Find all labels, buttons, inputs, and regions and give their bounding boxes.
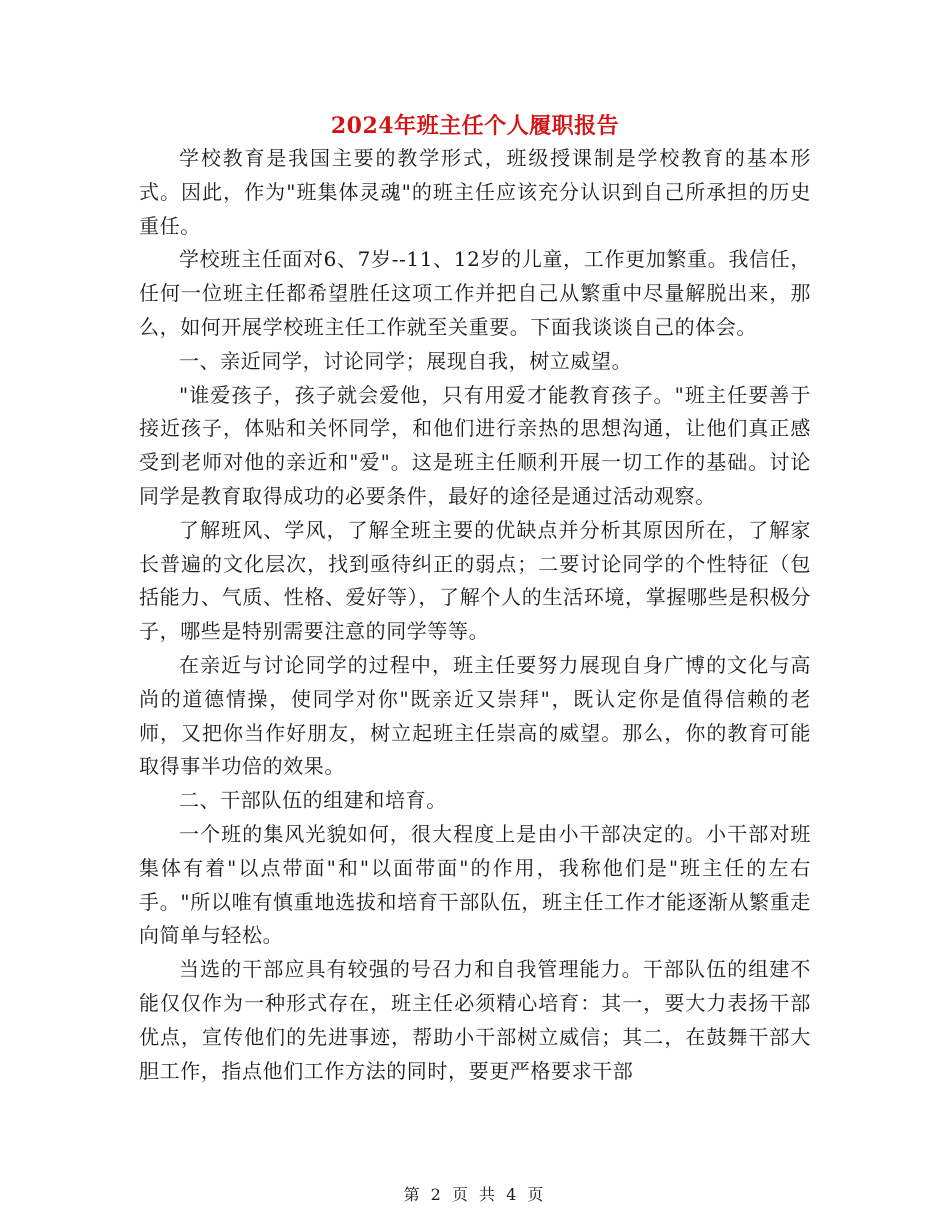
document-body bbox=[139, 142, 811, 1088]
paragraph-2: 学校班主任面对6、7岁--11、12岁的儿童，工作更加繁重。我信任，任何一位班主任都希望胜任这项工作并把自己从繁重中尽量解脱出来，那么，如何开展学校班主任工作就至关重要。下面我谈谈自己的体会。 bbox=[139, 247, 811, 339]
paragraph-5: 在亲近与讨论同学的过程中，班主任要努力展现自身广博的文化与高尚的道德情操，使同学对你"既亲近又崇拜"，既认定你是值得信赖的老师，又把你当作好朋友，树立起班主任崇高的威望。那么，你的教育可能取得事半功倍的效果。 bbox=[139, 652, 811, 779]
paragraph-1: 学校教育是我国主要的教学形式，班级授课制是学校教育的基本形式。因此，作为"班集体灵魂"的班主任应该充分认识到自己所承担的历史重任。 bbox=[139, 146, 811, 238]
section-heading-1: 一、亲近同学，讨论同学；展现自我，树立威望。 bbox=[179, 348, 633, 373]
page-number-footer: 第 2 页 共 4 页 bbox=[403, 1185, 547, 1204]
section-heading-2: 二、干部队伍的组建和培育。 bbox=[179, 788, 447, 813]
paragraph-4: 了解班风、学风，了解全班主要的优缺点并分析其原因所在，了解家长普遍的文化层次，找到亟待纠正的弱点；二要讨论同学的个性特征（包括能力、气质、性格、爱好等），了解个人的生活环境，掌握哪些是积极分子，哪些是特别需要注意的同学等等。 bbox=[139, 517, 811, 644]
document-title: 2024年班主任个人履职报告 bbox=[330, 113, 620, 139]
paragraph-7: 当选的干部应具有较强的号召力和自我管理能力。干部队伍的组建不能仅仅作为一种形式存在，班主任必须精心培育：其一，要大力表扬干部优点，宣传他们的先进事迹，帮助小干部树立威信；其二，在鼓舞干部大胆工作，指点他们工作方法的同时，要更严格要求干部 bbox=[139, 957, 811, 1083]
paragraph-6: 一个班的集风光貌如何，很大程度上是由小干部决定的。小干部对班集体有着"以点带面"和"以面带面"的作用，我称他们是"班主任的左右手。"所以唯有慎重地选拔和培育干部队伍，班主任工作才能逐渐从繁重走向简单与轻松。 bbox=[139, 821, 811, 948]
paragraph-3: "谁爱孩子，孩子就会爱他，只有用爱才能教育孩子。"班主任要善于接近孩子，体贴和关怀同学，和他们进行亲热的思想沟通，让他们真正感受到老师对他的亲近和"爱"。这是班主任顺利开展一切工作的基础。讨论同学是教育取得成功的必要条件，最好的途径是通过活动观察。 bbox=[139, 382, 811, 508]
